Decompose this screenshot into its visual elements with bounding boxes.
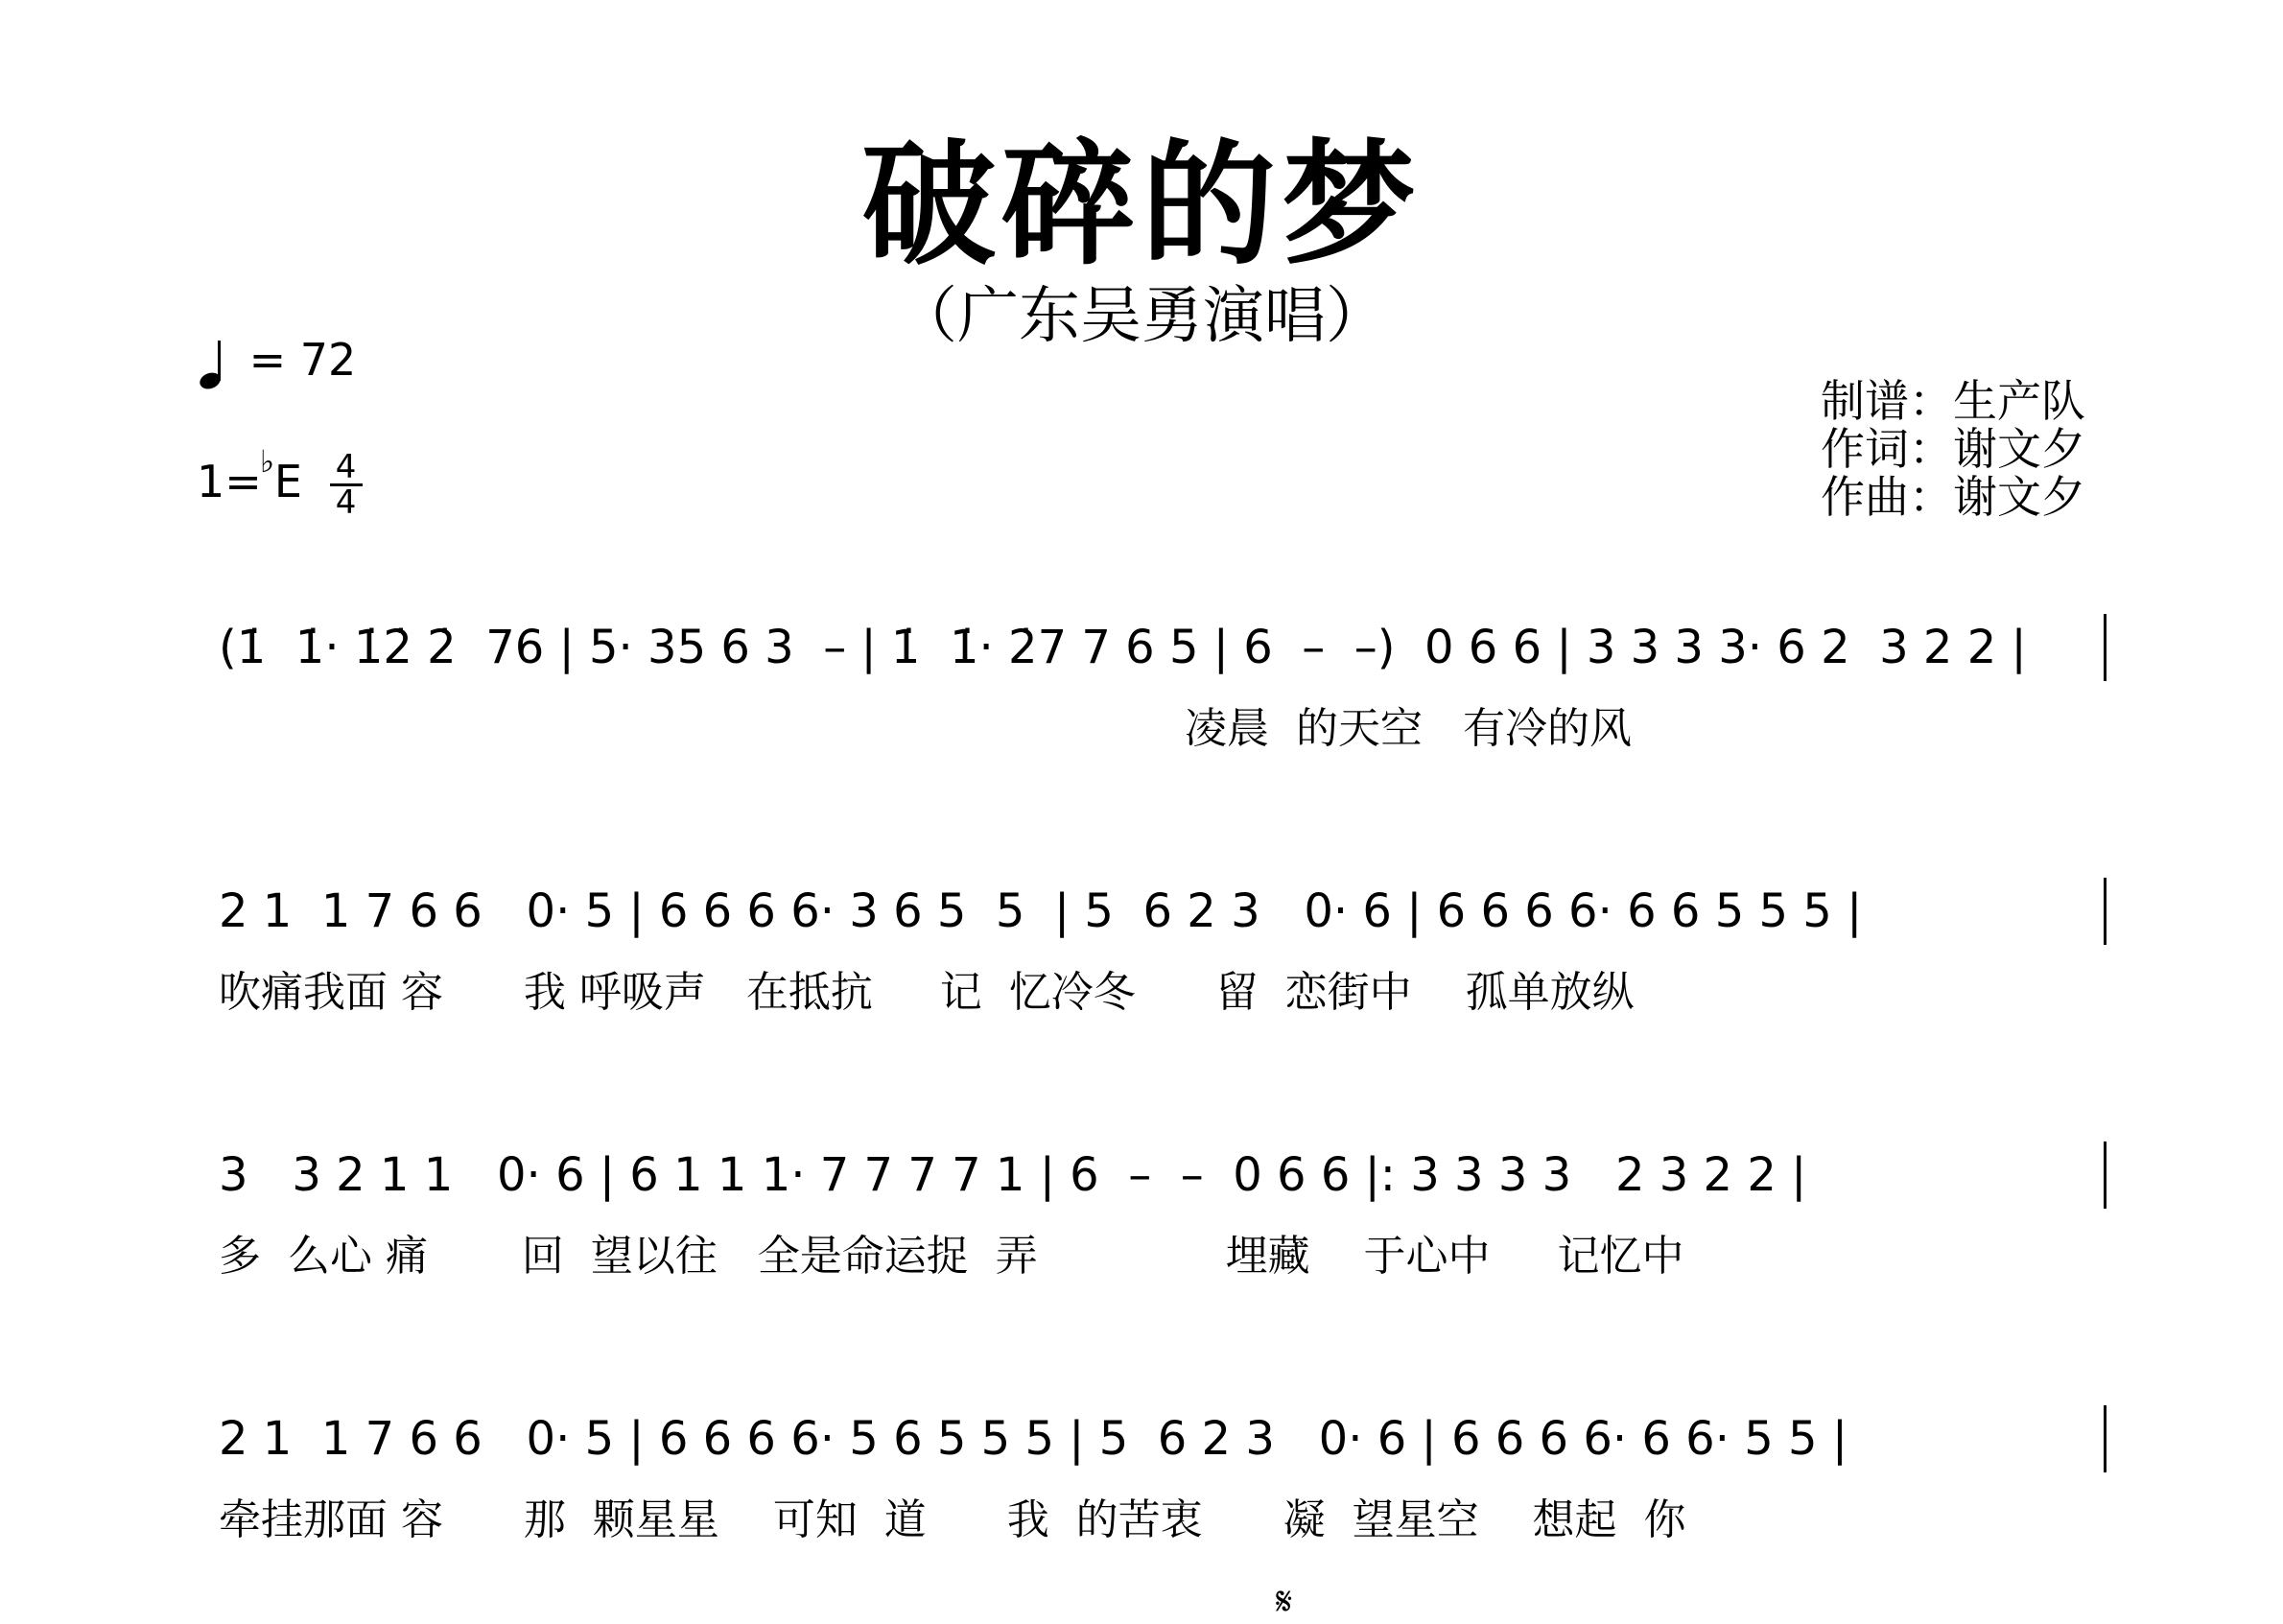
line-end-barline [2104,878,2106,945]
tempo-text: = 72 [248,334,357,386]
lyric-line-1: 凌晨 的天空 有冷的风 [219,704,1632,753]
lyric-line-4: 牵挂那面 容 那 颗星星 可知 道 我 的苦衷 凝 望星空 想起 你 [219,1495,1686,1544]
score-line-2: 2 1 1 7 6 6 0· 5 | 6 6 6 6· 3 6 5 5 | 5 6 2 3 0· 6 | 6 6 6 6· 6 6 5 5 5 | [219,884,1863,938]
line-end-barline [2104,1405,2106,1472]
key-signature [197,443,363,522]
line-end-barline [2104,1142,2106,1209]
credit-composer: 作曲：谢文夕 [1821,471,2085,523]
time-denominator: 4 [335,483,357,522]
lyric-line-2: 吹痛我面 容 我 呼吸声 在抵抗 记 忆冷冬 留 恋街中 孤单放纵 [219,968,1635,1017]
page-subtitle: （广东吴勇演唱） [896,281,1387,352]
segno-icon: 𝄋 [1276,1580,1293,1624]
score-line-4: 2 1 1 7 6 6 0· 5 | 6 6 6 6· 5 6 5 5 5 | 5 6 2 3 0· 6 | 6 6 6 6· 6 6· 5 5 | [219,1412,1848,1466]
tempo-marking [197,331,356,392]
line-end-barline [2104,614,2106,681]
quarter-note-icon [197,335,235,392]
flat-icon: ♭ [259,443,274,480]
score-line-1: (1̇ 1̇· 1̇2̇ 2̇ 76 | 5· 35 6 3 – | 1̇ 1̇· 2̇7 7 6 5 | 6 – –) 0 6 6 | 3 3 3 3· 6 2 3 2 2 | [219,621,2027,674]
key-letter: E [273,456,302,507]
credit-lyricist: 作词：谢文夕 [1821,423,2085,475]
time-signature [330,448,363,522]
lyric-line-3: 多 么心 痛 回 望以往 全是命运捉 弄 埋藏 于心中 记忆中 [219,1232,1684,1281]
score-line-3: 3 3 2 1 1 0· 6 | 6 1 1 1· 7 7 7 7 1 | 6 – – 0 6 6 |: 3 3 3 3 2 3 2 2 | [219,1148,1807,1202]
time-numerator: 4 [330,451,363,486]
page-title: 破碎的梦 [860,128,1422,284]
credit-arranger: 制谱：生产队 [1821,375,2085,427]
key-prefix: 1= [197,456,262,507]
